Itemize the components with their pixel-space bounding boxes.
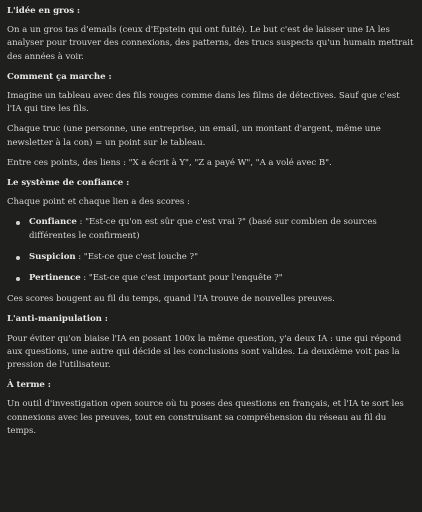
- list-item-term: Pertinence: [29, 273, 81, 284]
- paragraph: On a un gros tas d'emails (ceux d'Epstein qui ont fuité). Le but c'est de laisser une IA les analyser pour trouver des connexions, des patterns, des trucs suspects qu'un humain mettrait des années à voir.: [7, 25, 414, 62]
- bullet-icon: [16, 221, 20, 225]
- list-item-text: : "Est-ce que c'est important pour l'enquête ?": [80, 273, 283, 284]
- paragraph: Un outil d'investigation open source où tu poses des questions en français, et l'IA te sort les connexions avec les preuves, tout en construisant sa compréhension du réseau au fil du temps.: [7, 399, 404, 436]
- paragraph: Entre ces points, des liens : "X a écrit à Y", "Z a payé W", "A a volé avec B".: [7, 157, 332, 168]
- list-item-term: Confiance: [29, 217, 77, 228]
- section-heading-anti-manipulation: L'anti-manipulation :: [7, 314, 108, 325]
- paragraph: Chaque point et chaque lien a des scores :: [7, 197, 190, 208]
- list-item-text: : "Est-ce qu'on est sûr que c'est vrai ?" (basé sur combien de sources différentes le confirment): [29, 217, 377, 241]
- paragraph: Chaque truc (une personne, une entreprise, un email, un montant d'argent, même une newsletter à la con) = un point sur le tableau.: [7, 124, 381, 148]
- list-item: [7, 251, 415, 264]
- list-item: [7, 272, 415, 285]
- bullet-icon: [16, 256, 20, 260]
- section-heading-long-term: À terme :: [7, 380, 51, 391]
- section-heading-how-it-works: Comment ça marche :: [7, 71, 112, 82]
- section-heading-trust-system: Le système de confiance :: [7, 178, 130, 189]
- bullet-icon: [16, 277, 20, 281]
- list-item-term: Suspicion: [29, 251, 76, 262]
- score-list: [7, 216, 415, 285]
- list-item-text: : "Est-ce que c'est louche ?": [75, 251, 198, 262]
- paragraph: Imagine un tableau avec des fils rouges comme dans les films de détectives. Sauf que c'est l'IA qui tire les fils.: [7, 91, 400, 115]
- paragraph: Ces scores bougent au fil du temps, quand l'IA trouve de nouvelles preuves.: [7, 294, 335, 305]
- paragraph: Pour éviter qu'on biaise l'IA en posant 100x la même question, y'a deux IA : une qui répond aux questions, une autre qui décide si les conclusions sont valides. La deuxième voit pas la pression de l'utilisateur.: [7, 333, 402, 371]
- list-item: [7, 216, 415, 242]
- section-heading-idea: L'idée en gros :: [7, 6, 81, 16]
